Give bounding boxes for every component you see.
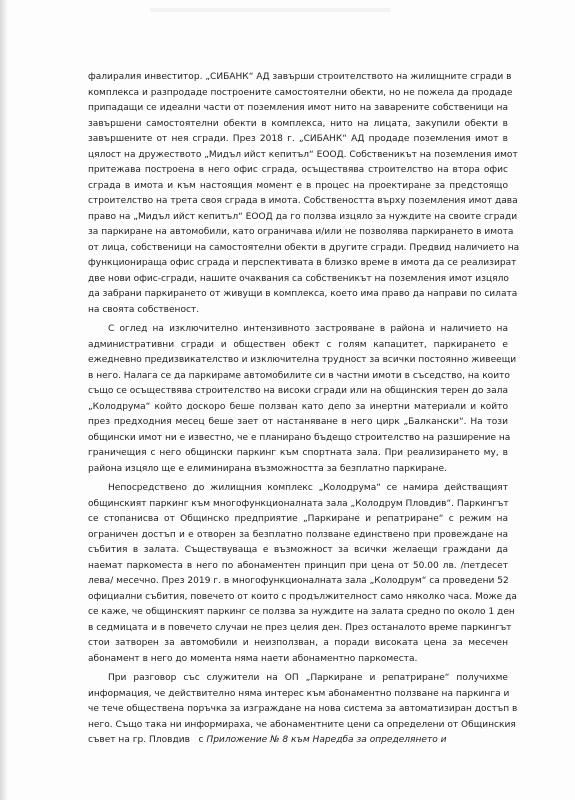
scan-edge-shadow [0,0,8,800]
text-line: две нови офис-сгради, нашите очаквания са собственикът на поземления имот изцяло [88,273,509,284]
text-line: на своята собственост. [88,304,200,315]
text-line: за паркиране на автомобили, като ограничава и/или не позволява паркирането в имота [88,227,514,237]
text-line: също се осъществява строителство на високи сгради или на общинския терен до зала [88,386,508,396]
text-line: да забрани паркирането от живущи в комплекса, което има право да направи по силата [88,289,518,299]
text-line: лева/ месечно. През 2019 г. в многофункционалната зала „Колодрум“ са проведени 52 [88,576,509,586]
final-line-plain: съвет на гр. Пловдив с [88,735,207,745]
text-line: официални събития, повечето от които с продължителност само няколко часа. Може да [88,591,517,602]
text-line: завършените от нея сгради. През 2018 г. „СИБАНК“ АД продаде поземления имот в [88,134,508,144]
text-line: общински имот ни е известно, че е планирано бъдещо строителство на разширение на [88,432,511,443]
text-line: стои затворен за автомобили и неизползван, а поради високата цена за месечен [88,638,508,648]
text-line: административни сгради и обществен обект с голям капацитет, паркирането е [88,339,508,350]
text-line: сграда в имота и към настоящия момент е в процес на проектиране за предстоящо [88,180,508,191]
paragraph [88,70,520,318]
text-line: При разговор със служители на ОП „Паркиране и репатриране“ получихме [108,673,508,683]
text-line-final [88,733,508,749]
text-line: наемат паркоместа в него по абонаментен принцип при цена от 50.00 лв. /петдесет [88,560,508,571]
text-line: ограничен достъп и е отворен за безплатно ползване единствено при провеждане на [88,529,508,540]
document-body [88,70,520,753]
final-line-italic: Приложение № 8 към Наредба за определянето и [206,735,447,745]
paragraph [88,671,518,749]
text-line: абонамент в него до момента няма наети абонаментно паркоместа. [88,653,418,664]
text-line: Непосредствено до жилищния комплекс „Колодрума“ се намира действащият [108,483,508,493]
text-line: фалиралия инвеститор. „СИБАНК“ АД завърши строителството на жилищните сгради в [88,72,512,82]
text-line: него. Също така ни информираха, че абонаментните цени са определени от Общинския [88,719,516,730]
text-line: събития в залата. Съществуваща е възможност за всички желаещи граждани да [88,545,508,555]
text-line: общинският паркинг към многофункционалната зала „Колодрум Пловдив“. Паркингът [88,498,509,509]
paragraph [88,322,517,477]
text-line: функциониращa офис сграда и перспективата в близко време в имота да се реализират [88,258,517,268]
text-line: цялост на дружеството „Мидъл ийст кепитъл“ ЕООД. Собственикът на поземления имот [88,149,518,160]
text-line: припадащи се идеални части от поземления имот нито на заварените собственици на [88,103,508,113]
text-line: в седмицата и в повечето случаи не през целия ден. През останалото време паркингът [88,622,512,633]
text-line: „Колодрума“ който доскоро беше ползван като депо за инертни материали и който [88,401,508,412]
text-line: през предходния месец беше зает от настаняване в него цирк „Балкански“. На този [88,417,508,427]
text-line: притежава построена в него офис сграда, осъществява строителство на втора офис [88,165,508,175]
text-line: че тече обществена поръчка за изграждане на нова система за автоматизиран достъп в [88,704,518,714]
text-line: граничещия с него общински паркинг към спортната зала. При реализирането му, в [88,448,508,458]
text-line: право на „Мидъл ийст кепитъл“ ЕООД да го ползва изцяло за нуждите на своите сгради [88,211,518,222]
text-line: завършени самостоятелни обекти в комплекса, нито на лицата, закупили обекти в [88,118,508,129]
text-line: се стопанисва от Общинско предприятие „Паркиране и репатриране“ с режим на [88,514,508,524]
text-line: се каже, че общинският паркинг се ползва за нуждите на залата средно по около 1 ден [88,607,515,617]
paragraph [88,481,517,667]
text-line: информация, че действително няма интерес към абонаментно ползване на паркинга и [88,688,510,699]
text-line: района изцяло ще е елиминирана възможността за безплатно паркиране. [88,463,447,474]
text-line: в него. Налага се да паркираме автомобилите си в частни имоти в съседство, на които [88,370,510,381]
text-line: ежедневно предизвикателство и изключителна трудност за всички постоянно живеещи [88,355,517,365]
scan-bleed-mark [150,8,390,12]
text-line: С оглед на изключително интензивното застрояване в района и наличието на [108,324,508,334]
text-line: комплекса и разпродаде построените самостоятелни обекти, но не пожела да продаде [88,87,513,98]
text-line: от лица, собственици на самостоятелни обекти в другите сгради. Предвид наличието на [88,242,520,253]
text-line: строителство на трета своя сграда в имота. Собствеността върху поземления имот дава [88,196,518,206]
